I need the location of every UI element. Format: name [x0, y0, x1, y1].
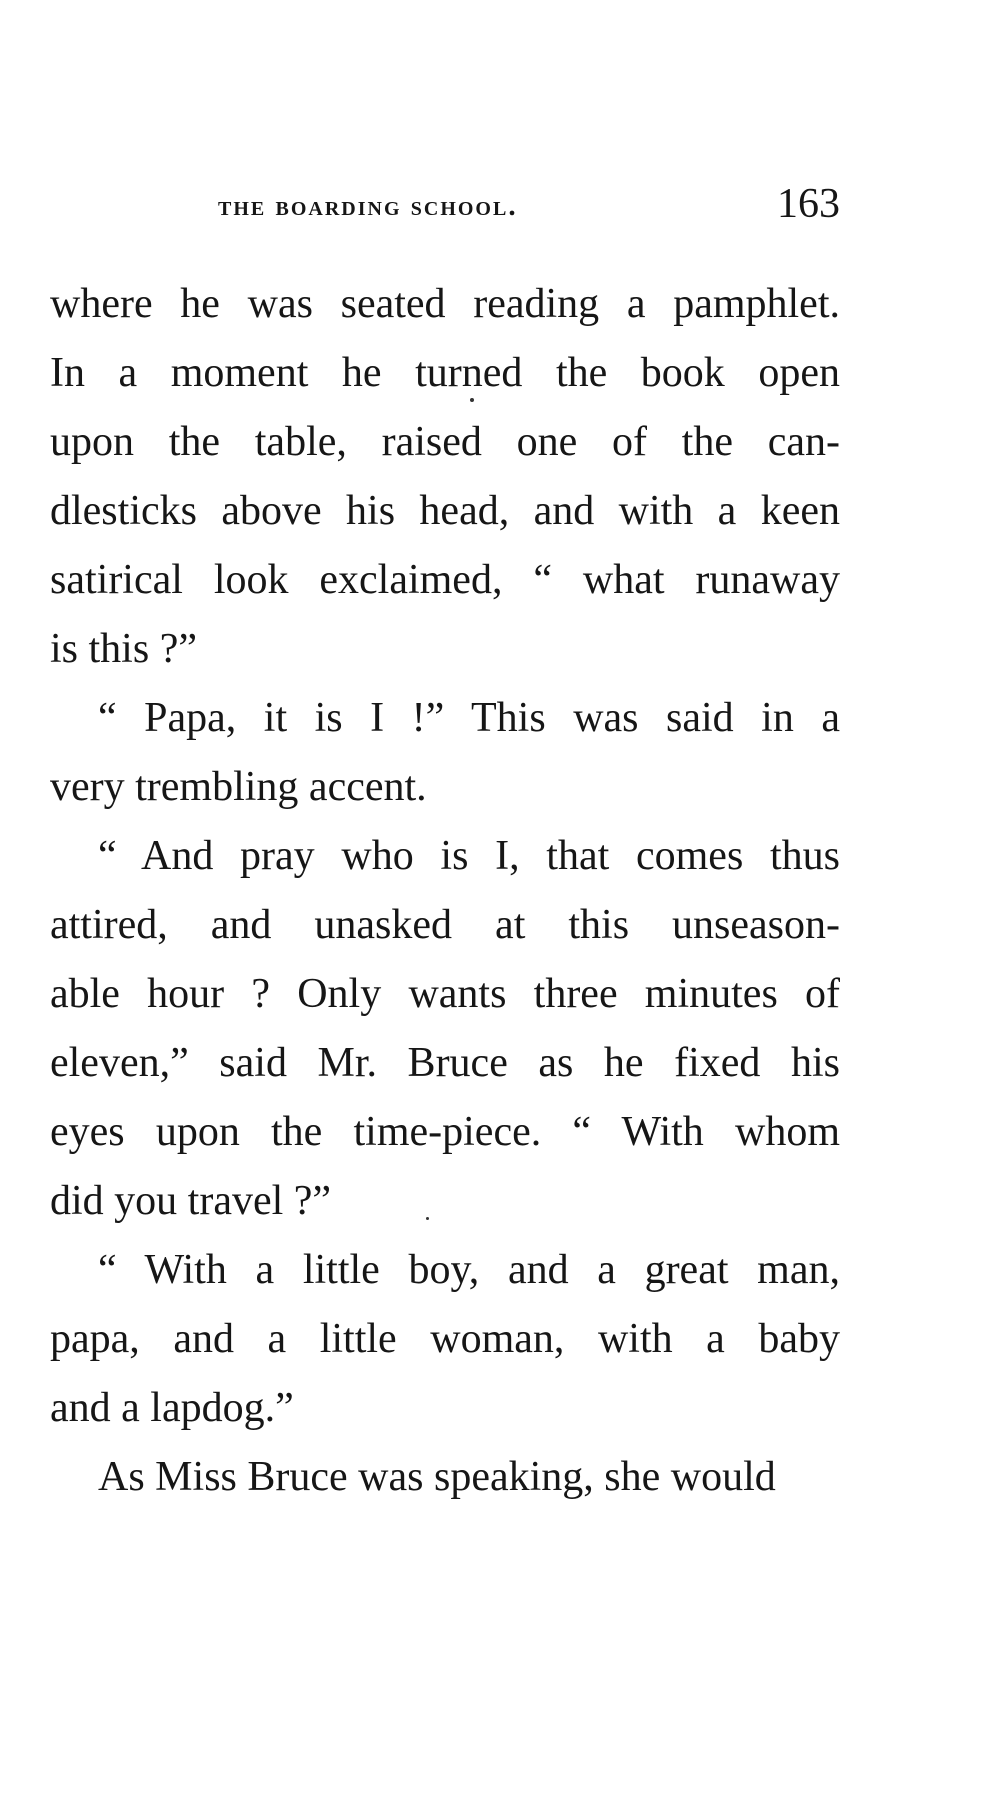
- text-line: eyes upon the time-piece. “ With whom: [50, 1109, 840, 1155]
- text-line: papa, and a little woman, with a baby: [50, 1316, 840, 1362]
- text-line: “ With a little boy, and a great man,: [98, 1247, 840, 1293]
- paragraph-2: [50, 684, 840, 822]
- paragraph-4: [50, 1236, 840, 1443]
- text-line: very trembling accent.: [50, 764, 427, 810]
- paragraph-3: [50, 822, 840, 1236]
- text-line: dlesticks above his head, and with a keen: [50, 488, 840, 534]
- text-line: where he was seated reading a pamphlet.: [50, 281, 840, 327]
- page-number: 163: [777, 181, 840, 227]
- print-speck: [470, 398, 474, 402]
- text-line: satirical look exclaimed, “ what runaway: [50, 557, 840, 603]
- text-line: did you travel ?”: [50, 1178, 332, 1224]
- body-text: [50, 270, 840, 1512]
- running-title: the boarding school.: [218, 190, 518, 222]
- running-head: [50, 180, 840, 240]
- text-line: In a moment he turned the book open: [50, 350, 840, 396]
- text-line: is this ?”: [50, 626, 197, 672]
- text-line: As Miss Bruce was speaking, she would: [98, 1454, 776, 1500]
- text-line: upon the table, raised one of the can-: [50, 419, 840, 465]
- text-line: attired, and unasked at this unseason-: [50, 902, 840, 948]
- paragraph-1: [50, 270, 840, 684]
- text-line: “ Papa, it is I !” This was said in a: [98, 695, 840, 741]
- print-speck: [426, 1217, 429, 1220]
- text-line: able hour ? Only wants three minutes of: [50, 971, 840, 1017]
- text-line: “ And pray who is I, that comes thus: [98, 833, 840, 879]
- paragraph-5: [50, 1443, 840, 1512]
- text-line: eleven,” said Mr. Bruce as he fixed his: [50, 1040, 840, 1086]
- text-line: and a lapdog.”: [50, 1385, 294, 1431]
